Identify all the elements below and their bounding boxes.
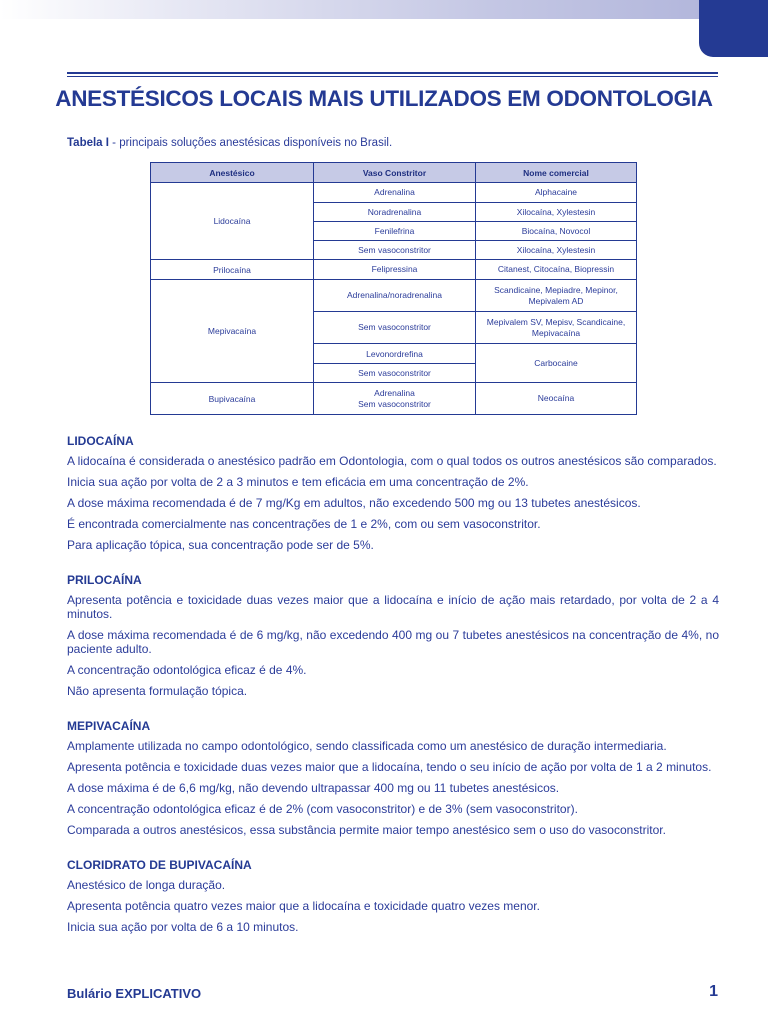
paragraph: Anestésico de longa duração. bbox=[67, 878, 226, 892]
header-anestesico: Anestésico bbox=[209, 167, 255, 178]
nome-cell: Carbocaine bbox=[475, 344, 636, 382]
vaso-cell: Felipressina bbox=[313, 260, 475, 279]
paragraph: Apresenta potência e toxicidade duas vezes maior que a lidocaína e início de ação mais retardado, por volta de 2 a 4 minutos. bbox=[67, 593, 719, 621]
nome-cell: Biocaína, Novocol bbox=[475, 222, 636, 240]
drug-lidocaina: Lidocaína bbox=[213, 216, 251, 226]
vaso-cell: Levonordrefina bbox=[366, 348, 423, 359]
header-gradient-band bbox=[0, 0, 700, 19]
page-number: 1 bbox=[709, 983, 718, 1000]
table-row bbox=[313, 311, 636, 343]
paragraph: Apresenta potência e toxicidade duas vezes maior que a lidocaína, tendo o seu início de ação por volta de 1 a 2 minutos. bbox=[67, 760, 712, 774]
header-nome-comercial: Nome comercial bbox=[475, 163, 636, 182]
paragraph: Apresenta potência quatro vezes maior que a lidocaína e toxicidade quatro vezes menor. bbox=[67, 899, 540, 913]
section-mepivacaina bbox=[67, 719, 719, 837]
paragraph: A dose máxima recomendada é de 6 mg/kg, não excedendo 400 mg ou 7 tubetes anestésicos na concentração de 4%, no paciente adulto. bbox=[67, 628, 719, 656]
paragraph: A dose máxima é de 6,6 mg/kg, não devendo ultrapassar 400 mg ou 11 tubetes anestésicos. bbox=[67, 781, 560, 795]
title-rule bbox=[67, 72, 718, 77]
paragraph: Amplamente utilizada no campo odontológico, sendo classificada como um anestésico de duração intermediaria. bbox=[67, 739, 667, 753]
drug-bupivacaina: Bupivacaína bbox=[208, 393, 256, 404]
table-group-prilocaina bbox=[151, 260, 636, 280]
nome-cell: Alphacaine bbox=[475, 183, 636, 202]
vaso-cell: Adrenalina/noradrenalina bbox=[313, 280, 475, 311]
paragraph: Não apresenta formulação tópica. bbox=[67, 684, 248, 698]
nome-cell: Mepivalem SV, Mepisv, Scandicaine, Mepivacaína bbox=[475, 312, 636, 343]
content-sections bbox=[67, 434, 719, 955]
anesthetics-table bbox=[150, 162, 637, 415]
table-row bbox=[313, 221, 636, 240]
footer-brand: Bulário EXPLICATIVO bbox=[67, 986, 202, 1001]
vaso-cell: Sem vasoconstritor bbox=[314, 363, 475, 382]
section-bupivacaina bbox=[67, 858, 719, 934]
table-caption-label: Tabela I bbox=[67, 137, 109, 149]
nome-cell: Neocaína bbox=[475, 383, 636, 414]
drug-prilocaina: Prilocaína bbox=[213, 264, 251, 275]
table-row bbox=[313, 240, 636, 259]
table-group-mepivacaina bbox=[151, 280, 636, 383]
paragraph: A concentração odontológica eficaz é de 4%. bbox=[67, 663, 307, 677]
table-caption bbox=[67, 137, 392, 149]
nome-cell: Xilocaína, Xylestesin bbox=[475, 203, 636, 221]
header-vaso-constritor: Vaso Constritor bbox=[313, 163, 475, 182]
drug-mepivacaina: Mepivacaína bbox=[207, 326, 257, 336]
table-row bbox=[313, 202, 636, 221]
section-heading: LIDOCAÍNA bbox=[67, 434, 134, 448]
paragraph: A dose máxima recomendada é de 7 mg/Kg em adultos, não excedendo 500 mg ou 13 tubetes anestésicos. bbox=[67, 496, 641, 510]
page-title: ANESTÉSICOS LOCAIS MAIS UTILIZADOS EM ODONTOLOGIA bbox=[55, 86, 713, 111]
paragraph: Para aplicação tópica, sua concentração pode ser de 5%. bbox=[67, 538, 374, 552]
table-row bbox=[313, 280, 636, 311]
section-lidocaina bbox=[67, 434, 719, 552]
vaso-line: Adrenalina bbox=[374, 387, 415, 398]
section-heading: CLORIDRATO DE BUPIVACAÍNA bbox=[67, 858, 252, 872]
vaso-cell: Sem vasoconstritor bbox=[313, 312, 475, 343]
vaso-cell bbox=[313, 383, 475, 414]
paragraph: É encontrada comercialmente nas concentrações de 1 e 2%, com ou sem vasoconstritor. bbox=[67, 517, 541, 531]
vaso-line: Sem vasoconstritor bbox=[358, 398, 431, 409]
table-header-row bbox=[151, 163, 636, 183]
paragraph: Comparada a outros anestésicos, essa substância permite maior tempo anestésico sem o uso do vasoconstritor. bbox=[67, 823, 666, 837]
table-row bbox=[313, 383, 636, 414]
section-heading: PRILOCAÍNA bbox=[67, 573, 142, 587]
nome-cell: Xilocaína, Xylestesin bbox=[475, 241, 636, 259]
table-row bbox=[313, 260, 636, 279]
paragraph: A concentração odontológica eficaz é de 2% (com vasoconstritor) e de 3% (sem vasoconstritor). bbox=[67, 802, 578, 816]
section-prilocaina bbox=[67, 573, 719, 698]
table-group-bupivacaina bbox=[151, 383, 636, 414]
nome-cell: Citanest, Citocaína, Biopressin bbox=[475, 260, 636, 279]
corner-tab bbox=[699, 0, 768, 57]
table-row bbox=[313, 183, 636, 202]
table-caption-text: - principais soluções anestésicas disponíveis no Brasil. bbox=[108, 137, 393, 149]
table-group-lidocaina bbox=[151, 183, 636, 260]
table-row-merged bbox=[313, 343, 636, 382]
vaso-cell: Noradrenalina bbox=[313, 203, 475, 221]
paragraph: A lidocaína é considerada o anestésico padrão em Odontologia, com o qual todos os outros anestésicos são comparados. bbox=[67, 454, 717, 468]
vaso-cell: Fenilefrina bbox=[313, 222, 475, 240]
vaso-cell: Adrenalina bbox=[313, 183, 475, 202]
paragraph: Inicia sua ação por volta de 2 a 3 minutos e tem eficácia em uma concentração de 2%. bbox=[67, 475, 529, 489]
nome-cell: Scandicaine, Mepiadre, Mepinor, Mepivalem AD bbox=[475, 280, 636, 311]
section-heading: MEPIVACAÍNA bbox=[67, 719, 151, 733]
paragraph: Inicia sua ação por volta de 6 a 10 minutos. bbox=[67, 920, 299, 934]
vaso-cell: Sem vasoconstritor bbox=[313, 241, 475, 259]
